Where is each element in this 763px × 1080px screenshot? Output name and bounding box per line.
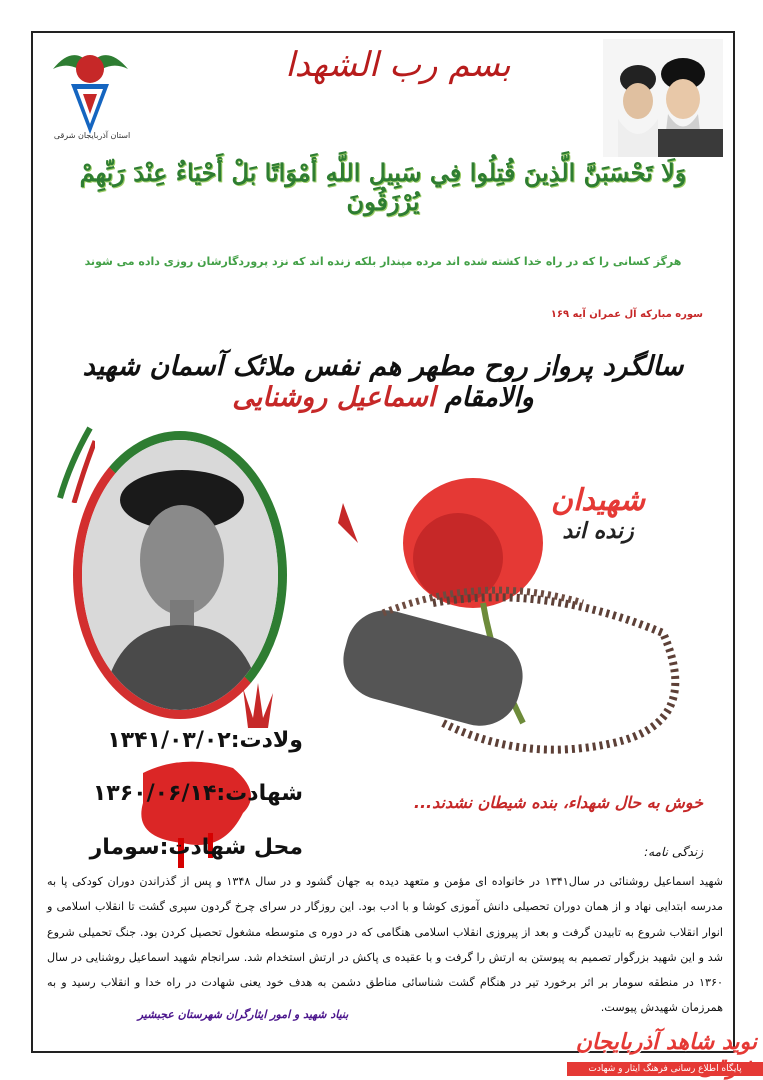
martyrdom-place [73, 835, 303, 860]
flag-icon [55, 423, 95, 503]
headline-prefix: سالگرد پرواز روح مطهر هم نفس ملائک آسمان شهید والامقام [82, 351, 684, 413]
martyrs-quote: خوش به حال شهداء، بنده شیطان نشدند... [413, 793, 703, 812]
birth-date [73, 728, 303, 753]
watermark-title: نوید شاهد آذربایجان [575, 1030, 757, 1055]
martyrdom-label: شهادت: [216, 781, 303, 806]
verse-translation: هرگز کسانی را که در راه خدا کشته شده اند مرده مپندار بلکه زنده اند که نزد پروردگارشان روزی داده می شوند [84, 255, 682, 268]
place-value: سومار [89, 835, 160, 860]
biography-text: شهید اسماعیل روشنائی در سال۱۳۴۱ در خانواده ای مؤمن و متعهد دیده به جهان گشود و در سال ۱۳۴۸ و پس از گذراندن دوران کودکی پا به مدرسه ابتدایی نهاد و از همان دوران تحصیلی دانش آموزی کوشا و با ادب بود. این روزگار در سرای چرخ گردون سپری گشت تا انقلاب اسلامی و انوار انقلاب شروع به تابیدن گرفت و بعد از پیروزی انقلاب اسلامی هنگامی که در دوره ی متوسطه مشغول تحصیل کردن بود. جنگ تحمیلی شروع شد و این شهید بزرگوار تصمیم به پیوستن به ارتش را گرفت و با عقیده ی پاکش در ارتش استخدام شد. سرانجام شهید اسماعیل روشنایی در سال ۱۳۶۰ در منطقه سومار بر اثر برخورد تیر در هنگام گشت شناسائی مناطق دشمن به هدف خود یعنی شهادت در راه خدا و انقلاب رسید و به همرزمان شهیدش پیوست. [47, 875, 723, 1015]
martyrdom-date [63, 781, 303, 806]
slogan-line2: زنده اند [562, 518, 634, 544]
biography-title: زندگی نامه: [644, 845, 703, 859]
birth-label: ولادت: [230, 728, 303, 753]
site-watermark [563, 1030, 763, 1080]
poster-frame [31, 31, 735, 1053]
logo-caption: استان آذربایجان شرقی [53, 131, 131, 140]
watermark-subtitle: پایگاه اطلاع رسانی فرهنگ ایثار و شهادت [567, 1062, 763, 1076]
anniversary-headline [53, 351, 713, 413]
foundation-signature: بنیاد شهید و امور ایثارگران شهرستان عجبشیر [137, 1008, 349, 1021]
birth-value: ۱۳۴۱/۰۳/۰۲ [107, 728, 231, 753]
leaders-portrait [603, 39, 723, 157]
quran-verse: وَلَا تَحْسَبَنَّ الَّذِينَ قُتِلُوا فِي سَبِيلِ اللَّهِ أَمْوَاتًا بَلْ أَحْيَاءٌ عِنْدَ رَبِّهِمْ يُرْزَقُونَ [79, 158, 687, 216]
martyr-name: اسماعیل روشنایی [232, 382, 436, 413]
surah-reference: سوره مبارکه آل عمران آیه ۱۶۹ [550, 309, 703, 320]
basmala-title: بسم رب الشهدا [285, 45, 511, 85]
slogan [513, 483, 683, 544]
slogan-line1: شهیدان [550, 483, 646, 518]
place-label: محل شهادت: [159, 835, 303, 860]
martyr-photo [73, 431, 287, 719]
martyrdom-value: ۱۳۶۰/۰۶/۱۴ [92, 781, 217, 806]
